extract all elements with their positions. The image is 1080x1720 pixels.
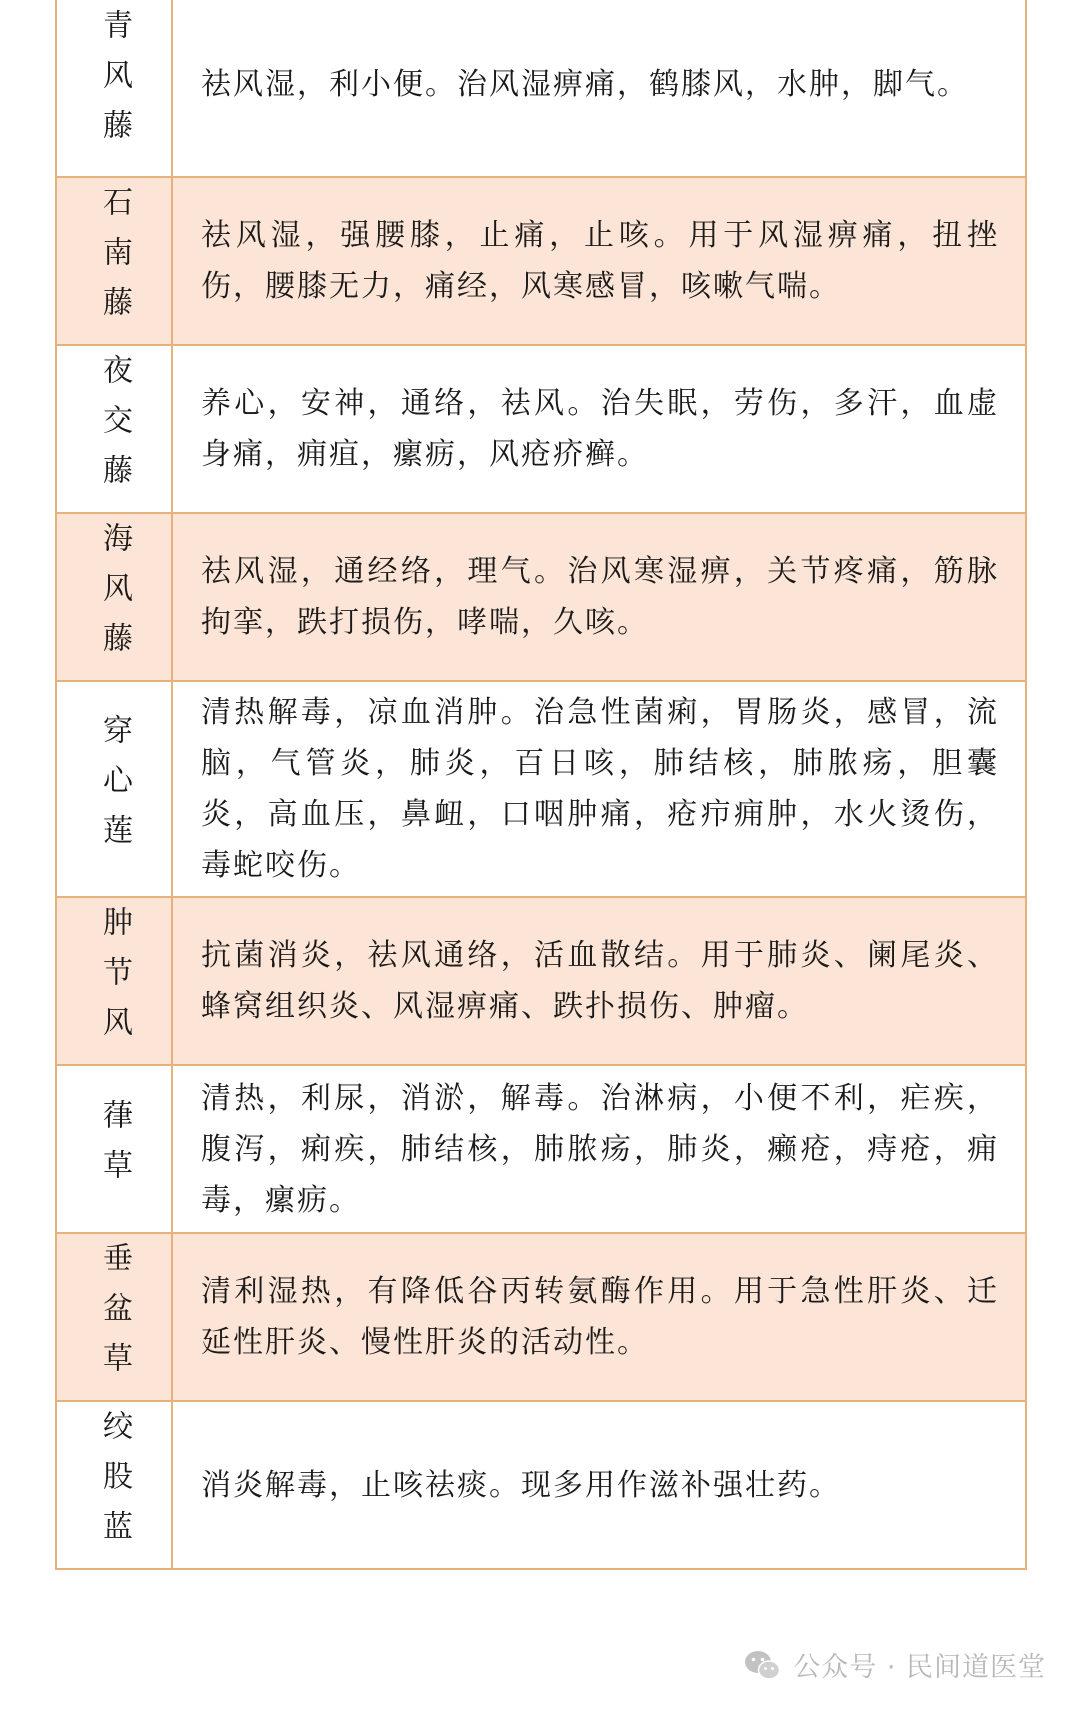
herb-name: 肿节风 bbox=[97, 906, 132, 1056]
herb-name-cell bbox=[57, 1234, 173, 1400]
herb-desc: 清利湿热，有降低谷丙转氨酶作用。用于急性肝炎、迁延性肝炎、慢性肝炎的活动性。 bbox=[201, 1274, 999, 1360]
herb-desc: 清热，利尿，消淤，解毒。治淋病，小便不利，疟疾，腹泻，痢疾，肺结核，肺脓疡，肺炎，癞疮，痔疮，痈毒，瘰疬。 bbox=[201, 1080, 999, 1218]
table-row bbox=[57, 1066, 1025, 1234]
herb-name: 海风藤 bbox=[97, 522, 132, 672]
table-row bbox=[57, 1234, 1025, 1402]
herb-desc: 祛风湿，强腰膝，止痛，止咳。用于风湿痹痛，扭挫伤，腰膝无力，痛经，风寒感冒，咳嗽气喘。 bbox=[201, 218, 999, 304]
herb-name-cell bbox=[57, 1066, 173, 1232]
herb-desc-cell bbox=[173, 1066, 1025, 1232]
table-row bbox=[57, 0, 1025, 178]
herb-name: 垂盆草 bbox=[97, 1242, 132, 1392]
table-row bbox=[57, 898, 1025, 1066]
watermark bbox=[743, 1645, 1046, 1684]
table-row bbox=[57, 514, 1025, 682]
herb-desc: 清热解毒，凉血消肿。治急性菌痢，胃肠炎，感冒，流脑，气管炎，肺炎，百日咳，肺结核，肺脓疡，胆囊炎，高血压，鼻衄，口咽肿痛，疮疖痈肿，水火烫伤，毒蛇咬伤。 bbox=[201, 695, 999, 883]
herb-name: 绞股蓝 bbox=[97, 1410, 132, 1560]
herb-name-cell bbox=[57, 346, 173, 512]
herb-desc-cell bbox=[173, 1234, 1025, 1400]
herb-name-cell bbox=[57, 898, 173, 1064]
herb-name-cell bbox=[57, 514, 173, 680]
herb-name: 穿心莲 bbox=[97, 714, 132, 864]
wechat-icon bbox=[743, 1649, 781, 1681]
herb-name-cell bbox=[57, 178, 173, 344]
herb-name-cell bbox=[57, 682, 173, 896]
herb-desc-cell bbox=[173, 898, 1025, 1064]
herb-desc-cell bbox=[173, 682, 1025, 896]
herb-desc-cell bbox=[173, 1402, 1025, 1568]
table-row bbox=[57, 1402, 1025, 1570]
table-row bbox=[57, 682, 1025, 898]
herb-name: 葎草 bbox=[97, 1099, 132, 1199]
herb-desc-cell bbox=[173, 346, 1025, 512]
watermark-text: 公众号 · 民间道医堂 bbox=[793, 1652, 1046, 1683]
herb-desc: 祛风湿，利小便。治风湿痹痛，鹤膝风，水肿，脚气。 bbox=[201, 66, 969, 102]
herb-desc-cell bbox=[173, 514, 1025, 680]
herb-name: 夜交藤 bbox=[97, 354, 132, 504]
herb-desc: 养心，安神，通络，祛风。治失眠，劳伤，多汗，血虚身痛，痈疽，瘰疬，风疮疥癣。 bbox=[201, 386, 999, 472]
table-row bbox=[57, 346, 1025, 514]
herb-desc-cell bbox=[173, 178, 1025, 344]
herb-desc: 抗菌消炎，祛风通络，活血散结。用于肺炎、阑尾炎、蜂窝组织炎、风湿痹痛、跌扑损伤、肿瘤。 bbox=[201, 938, 999, 1024]
table-row bbox=[57, 178, 1025, 346]
herb-table bbox=[55, 0, 1027, 1570]
herb-name: 石南藤 bbox=[97, 186, 132, 336]
herb-desc: 祛风湿，通经络，理气。治风寒湿痹，关节疼痛，筋脉拘挛，跌打损伤，哮喘，久咳。 bbox=[201, 554, 999, 640]
herb-name: 青风藤 bbox=[97, 9, 132, 159]
herb-name-cell bbox=[57, 0, 173, 176]
herb-desc: 消炎解毒，止咳祛痰。现多用作滋补强壮药。 bbox=[201, 1467, 841, 1503]
herb-name-cell bbox=[57, 1402, 173, 1568]
herb-desc-cell bbox=[173, 0, 1025, 176]
